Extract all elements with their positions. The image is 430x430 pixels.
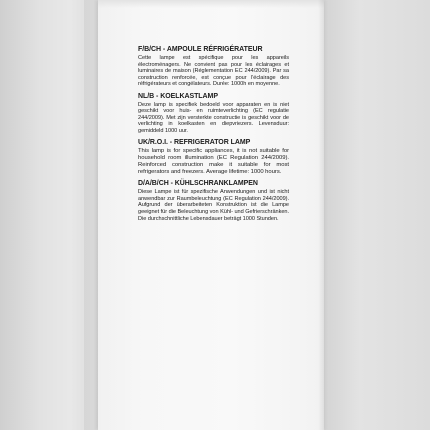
section-heading-uk: UK/R.O.I. - REFRIGERATOR LAMP [138, 139, 251, 147]
section-body-de: Diese Lampe ist für spezifische Anwendungen und ist nicht anwendbar zur Raumbeleuchtung (EC Regulation 244/2009). Aufgrund der überarbeiteten Konstruktion ist die Lampe geeignet für die Beleuchtung von Kühl- und Gefrierschränken. Die durchschnittliche Lebensdauer beträgt 1000 Stunden. [138, 189, 289, 222]
box-right-fold [318, 0, 324, 430]
section-uk [138, 139, 289, 175]
section-de [138, 180, 289, 222]
section-nl [138, 93, 289, 135]
section-fr [138, 46, 289, 88]
label-text-block [138, 46, 289, 227]
section-body-uk: This lamp is for specific appliances, it is not suitable for household room illumination (EC Regulation 244/2009). Reinforced construction make it suitable for most refrigerators and freezers. Average lifetime: 1000 hours. [138, 148, 289, 175]
section-body-fr: Cette lampe est spécifique pour les appareils électroménagers. Ne convient pas pour les éclairages et luminaires de maison (Réglementation EC 244/2009). Par sa construction renforcée, est conçue pour l'éclairage des réfrigérateurs et congélateurs. Durée: 1000h en moyenne. [138, 55, 289, 88]
box-top-edge [98, 0, 324, 8]
section-heading-de: D/A/B/CH - KÜHLSCHRANKLAMPEN [138, 180, 258, 188]
section-heading-fr: F/B/CH - AMPOULE RÉFRIGÉRATEUR [138, 46, 263, 53]
section-body-nl: Deze lamp is specifiek bedoeld voor apparaten en is niet geschikt voor huis- en ruimteverlichting (EC regulatie 244/2009). Met zijn versterkte constructie is geschikt voor de verlichting in koelkasten en diepvriezers. Levensduur: gemiddeld 1000 uur. [138, 101, 289, 134]
section-heading-nl: NL/B - KOELKASTLAMP [138, 92, 218, 100]
